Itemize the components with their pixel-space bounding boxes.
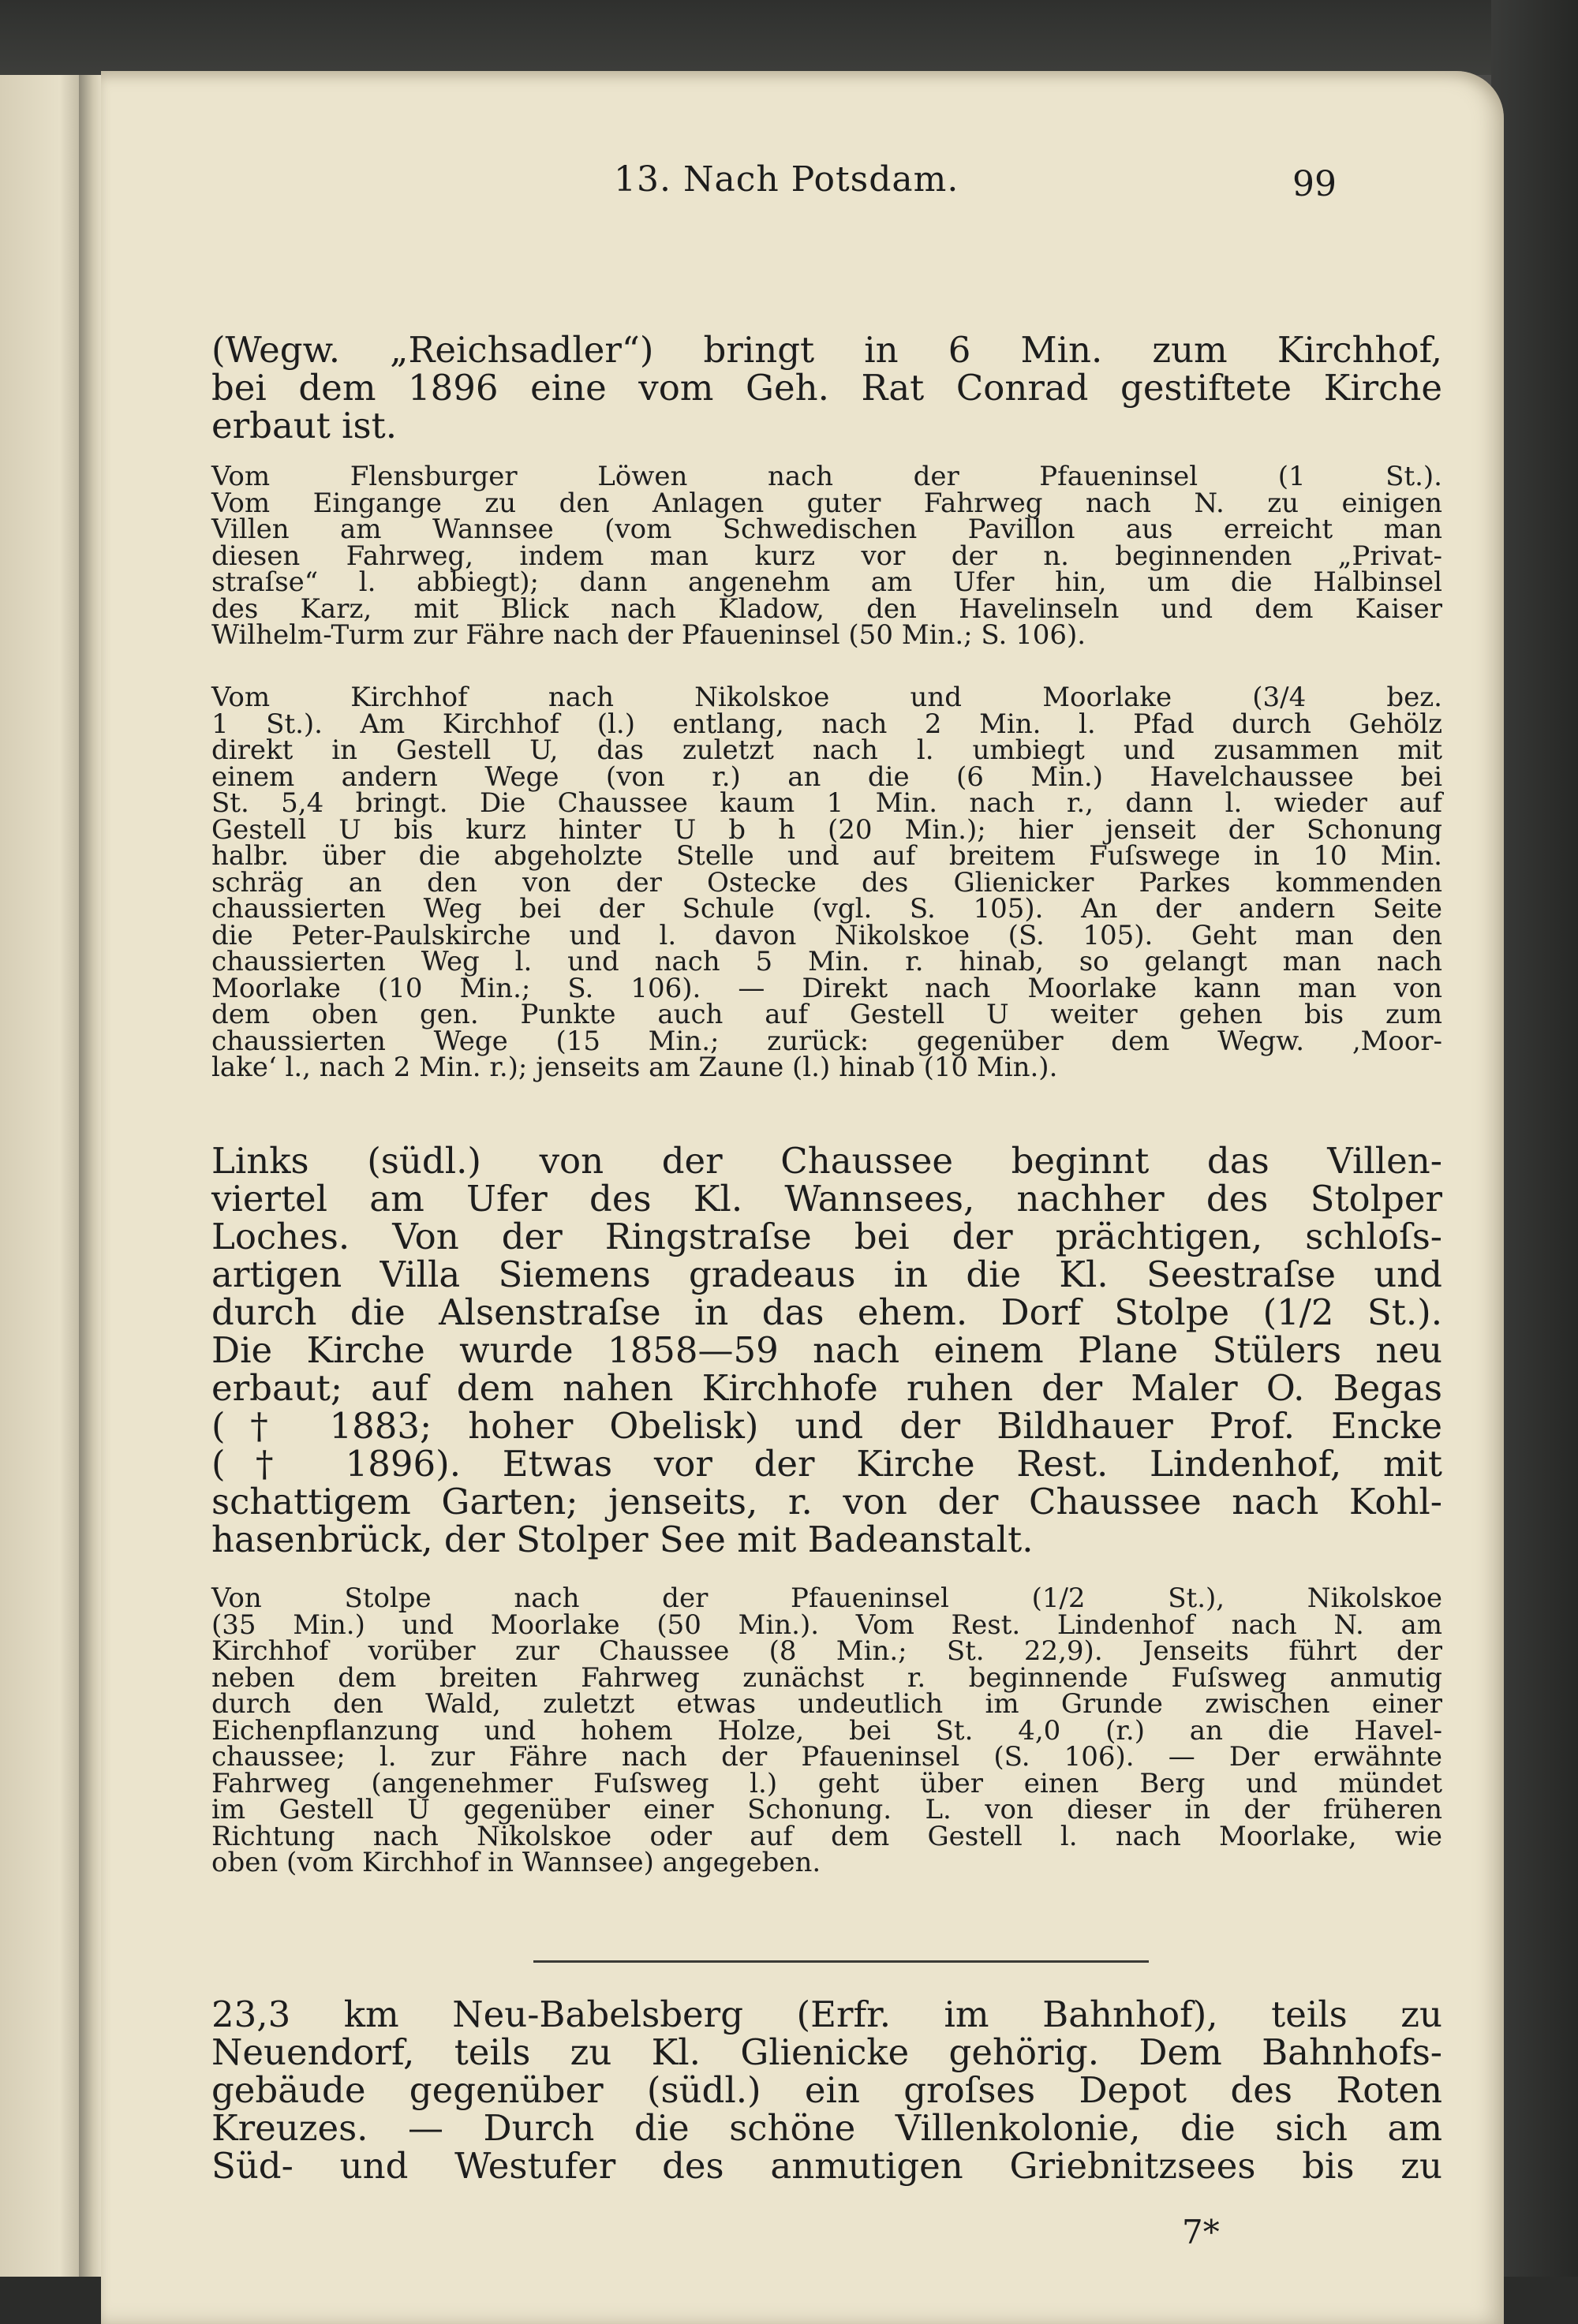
text-line: halbr. über die abgeholzte Stelle und auf breitem Fuſswege in 10 Min. xyxy=(211,840,1442,872)
text-line: 23,3 km Neu-Babelsberg (Erfr. im Bahnhof), teils zu xyxy=(211,1993,1442,2035)
text-line: erbaut ist. xyxy=(211,405,398,446)
text-line: hasenbrück, der Stolper See mit Badeanstalt. xyxy=(211,1519,1034,1560)
text-line: Vom Flensburger Löwen nach der Pfaueninsel (1 St.). xyxy=(211,461,1442,492)
text-line: (Wegw. „Reichsadler“) bringt in 6 Min. zum Kirchhof, xyxy=(211,329,1442,371)
text-line: Vom Kirchhof nach Nikolskoe und Moorlake (3/4 bez. xyxy=(211,682,1442,713)
text-line: Süd- und Westufer des anmutigen Griebnitzsees bis zu xyxy=(211,2145,1442,2187)
text-line: des Karz, mit Blick nach Kladow, den Havelinseln und dem Kaiser xyxy=(211,592,1442,625)
paragraph-neu-babelsberg xyxy=(211,1993,1442,2187)
text-line: Von Stolpe nach der Pfaueninsel (1/2 St.), Nikolskoe xyxy=(211,1582,1442,1614)
text-line: Loches. Von der Ringstraſse bei der prächtigen, schloſs- xyxy=(211,1216,1442,1257)
running-header: 13. Nach Potsdam. xyxy=(614,159,959,200)
text-line: chaussee; l. zur Fähre nach der Pfaueninsel (S. 106). — Der erwähnte xyxy=(211,1741,1442,1773)
route-kirchhof-nikolskoe xyxy=(211,682,1442,1083)
text-line: oben (vom Kirchhof in Wannsee) angegeben. xyxy=(211,1847,821,1878)
text-line: St. 5,4 bringt. Die Chaussee kaum 1 Min. nach r., dann l. wieder auf xyxy=(211,787,1442,819)
text-line: im Gestell U gegenüber einer Schonung. L. von dieser in der früheren xyxy=(211,1794,1442,1825)
section-divider xyxy=(533,1960,1149,1963)
book-cover-top xyxy=(0,0,1578,75)
text-line: Gestell U bis kurz hinter U b h (20 Min.); hier jenseit der Schonung xyxy=(211,813,1442,846)
previous-page-edge xyxy=(0,75,85,2323)
text-line: Richtung nach Nikolskoe oder auf dem Gestell l. nach Moorlake, wie xyxy=(211,1820,1442,1852)
book-gutter xyxy=(79,75,103,2323)
text-line: chaussierten Weg l. und nach 5 Min. r. hinab, so gelangt man nach xyxy=(211,946,1442,977)
text-line: († 1896). Etwas vor der Kirche Rest. Lindenhof, mit xyxy=(211,1443,1442,1485)
text-line: Vom Eingange zu den Anlagen guter Fahrweg nach N. zu einigen xyxy=(211,487,1442,519)
text-line: diesen Fahrweg, indem man kurz vor der n. beginnenden „Privat- xyxy=(211,540,1442,572)
text-line: neben dem breiten Fahrweg zunächst r. beginnende Fuſsweg anmutig xyxy=(211,1661,1442,1694)
text-line: Villen am Wannsee (vom Schwedischen Pavillon aus erreicht man xyxy=(211,514,1442,545)
text-line: 1 St.). Am Kirchhof (l.) entlang, nach 2 Min. l. Pfad durch Gehölz xyxy=(211,708,1442,740)
route-flensburger-loewen xyxy=(211,461,1442,651)
text-line: Fahrweg (angenehmer Fuſsweg l.) geht über einen Berg und mündet xyxy=(211,1767,1442,1799)
text-line: schattigem Garten; jenseits, r. von der Chaussee nach Kohl- xyxy=(211,1481,1442,1523)
text-line: Die Kirche wurde 1858—59 nach einem Plane Stülers neu xyxy=(211,1329,1442,1371)
paragraph-villenviertel xyxy=(211,1142,1442,1559)
route-stolpe-pfaueninsel xyxy=(211,1582,1442,1878)
text-line: chaussierten Weg bei der Schule (vgl. S. 105). An der andern Seite xyxy=(211,893,1442,925)
text-line: schräg an den von der Ostecke des Glienicker Parkes kommenden xyxy=(211,866,1442,899)
signature-mark: 7* xyxy=(1182,2213,1220,2251)
text-line: artigen Villa Siemens gradeaus in die Kl. Seestraſse und xyxy=(211,1254,1442,1295)
book-page xyxy=(101,71,1504,2324)
text-line: Kirchhof vorüber zur Chaussee (8 Min.; St. 22,9). Jenseits führt der xyxy=(211,1635,1442,1667)
text-line: erbaut; auf dem nahen Kirchhofe ruhen der Maler O. Begas xyxy=(211,1367,1442,1409)
text-line: einem andern Wege (von r.) an die (6 Min.) Havelchaussee bei xyxy=(211,760,1442,793)
text-line: dem oben gen. Punkte auch auf Gestell U weiter gehen bis zum xyxy=(211,999,1442,1030)
text-line: viertel am Ufer des Kl. Wannsees, nachher des Stolper xyxy=(211,1178,1442,1220)
text-line: bei dem 1896 eine vom Geh. Rat Conrad gestiftete Kirche xyxy=(211,367,1442,409)
text-line: gebäude gegenüber (südl.) ein groſses Depot des Roten xyxy=(211,2069,1442,2111)
text-line: chaussierten Wege (15 Min.; zurück: gegenüber dem Wegw. ‚Moor- xyxy=(211,1025,1442,1057)
text-line: Moorlake (10 Min.; S. 106). — Direkt nach Moorlake kann man von xyxy=(211,972,1442,1004)
text-line: direkt in Gestell U, das zuletzt nach l. umbiegt und zusammen mit xyxy=(211,734,1442,766)
page-number: 99 xyxy=(1292,164,1337,204)
text-line: Eichenpflanzung und hohem Holze, bei St. 4,0 (r.) an die Havel- xyxy=(211,1714,1442,1747)
text-line: († 1883; hoher Obelisk) und der Bildhauer Prof. Encke xyxy=(211,1405,1442,1447)
text-line: die Peter-Paulskirche und l. davon Nikolskoe (S. 105). Geht man den xyxy=(211,919,1442,951)
text-line: Neuendorf, teils zu Kl. Glienicke gehörig. Dem Bahnhofs- xyxy=(211,2031,1442,2073)
text-line: (35 Min.) und Moorlake (50 Min.). Vom Rest. Lindenhof nach N. am xyxy=(211,1608,1442,1641)
text-line: Wilhelm-Turm zur Fähre nach der Pfaueninsel (50 Min.; S. 106). xyxy=(211,619,1086,651)
text-line: straſse“ l. abbiegt); dann angenehm am Ufer hin, um die Halbinsel xyxy=(211,566,1442,598)
paragraph-kirchhof xyxy=(211,331,1442,445)
text-line: Links (südl.) von der Chaussee beginnt das Villen- xyxy=(211,1140,1442,1182)
book-cover-right xyxy=(1491,0,1578,2324)
text-line: Kreuzes. — Durch die schöne Villenkolonie, die sich am xyxy=(211,2107,1442,2149)
text-line: lake‘ l., nach 2 Min. r.); jenseits am Zaune (l.) hinab (10 Min.). xyxy=(211,1052,1058,1083)
text-line: durch den Wald, zuletzt etwas undeutlich im Grunde zwischen einer xyxy=(211,1688,1442,1720)
text-line: durch die Alsenstraſse in das ehem. Dorf Stolpe (1/2 St.). xyxy=(211,1291,1442,1333)
